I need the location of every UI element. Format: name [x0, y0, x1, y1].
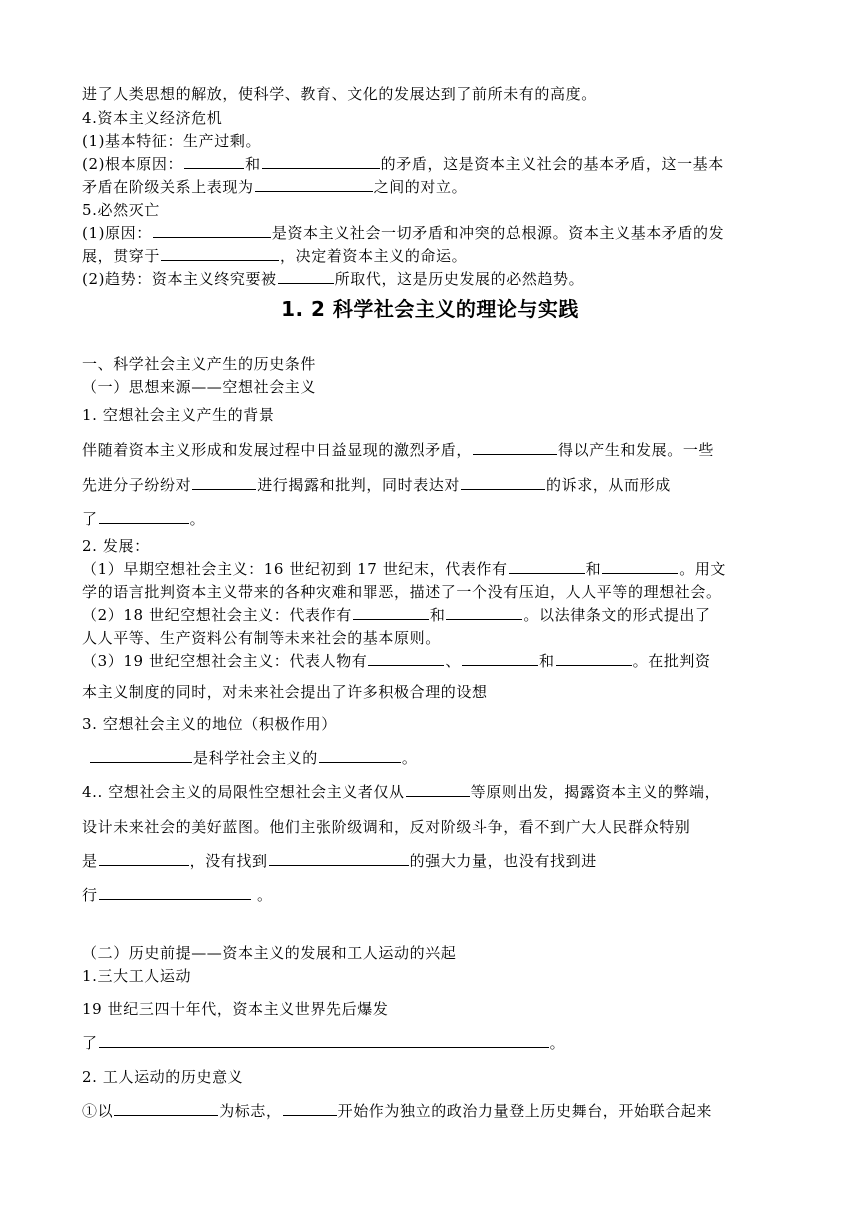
text: 和 — [539, 652, 555, 670]
blank[interactable] — [184, 154, 244, 169]
blank[interactable] — [99, 851, 189, 866]
text: 4.资本主义经济危机 — [82, 109, 223, 127]
text: 进了人类思想的解放，使科学、教育、文化的发展达到了前所未有的高度。 — [82, 85, 597, 103]
text: 本主义制度的同时，对未来社会提出了许多积极合理的设想 — [82, 683, 488, 701]
text-line — [82, 557, 782, 581]
text-line — [82, 780, 782, 804]
text-line — [82, 603, 782, 627]
blank[interactable] — [278, 269, 334, 284]
text-line — [82, 175, 782, 199]
text-line — [82, 626, 782, 650]
text: 所取代，这是历史发展的必然趋势。 — [334, 270, 585, 288]
text-line — [82, 997, 782, 1021]
blank[interactable] — [602, 559, 678, 574]
blank[interactable] — [262, 154, 380, 169]
blank[interactable] — [319, 748, 401, 763]
text-line — [82, 82, 782, 106]
text: （2）18 世纪空想社会主义：代表作有 — [82, 606, 352, 624]
text-line — [82, 221, 782, 245]
text-line — [82, 129, 782, 153]
text: (1)原因： — [82, 224, 152, 242]
blank[interactable] — [269, 851, 409, 866]
text: （1）早期空想社会主义：16 世纪初到 17 世纪末，代表作有 — [82, 560, 508, 578]
text: 的诉求，从而形成 — [546, 476, 671, 494]
text: （二）历史前提——资本主义的发展和工人运动的兴起 — [82, 944, 457, 962]
text-line — [82, 244, 782, 268]
subheading — [82, 534, 782, 558]
blank[interactable] — [255, 177, 373, 192]
text: 人人平等、生产资料公有制等未来社会的基本原则。 — [82, 629, 441, 647]
text: 行 — [82, 886, 98, 904]
subheading — [82, 375, 782, 399]
text: 的矛盾，这是资本主义社会的基本矛盾，这一基本 — [380, 155, 724, 173]
text: 进行揭露和批判，同时表达对 — [257, 476, 461, 494]
blank[interactable] — [99, 885, 251, 900]
text: 矛盾在阶级关系上表现为 — [82, 178, 254, 196]
blank[interactable] — [161, 246, 279, 261]
text: (2)趋势：资本主义终究要被 — [82, 270, 277, 288]
text: 5.必然灭亡 — [82, 201, 160, 219]
text: 是 — [82, 852, 98, 870]
text: 。 — [251, 886, 273, 904]
text: ①以 — [82, 1102, 114, 1120]
text: 了 — [82, 510, 98, 528]
text-line — [82, 649, 782, 673]
text: 之间的对立。 — [373, 178, 468, 196]
subheading — [82, 106, 782, 130]
subheading — [82, 403, 782, 427]
blank[interactable] — [462, 651, 538, 666]
text: 3. 空想社会主义的地位（积极作用） — [82, 715, 337, 733]
text: 。 — [549, 1034, 566, 1052]
blank[interactable] — [99, 509, 189, 524]
text: 先进分子纷纷对 — [82, 476, 192, 494]
text: 。用文 — [679, 560, 727, 578]
text: 、 — [445, 652, 462, 670]
text: 开始作为独立的政治力量登上历史舞台，开始联合起来 — [337, 1102, 713, 1120]
text: 2. 发展： — [82, 537, 150, 555]
text: 。 — [189, 510, 206, 528]
blank[interactable] — [90, 748, 192, 763]
blank[interactable] — [192, 475, 256, 490]
text: 1. 空想社会主义产生的背景 — [82, 406, 275, 424]
text: （一）思想来源——空想社会主义 — [82, 378, 317, 396]
text-line — [82, 680, 782, 704]
subheading — [82, 941, 782, 965]
text: 为标志， — [219, 1102, 282, 1120]
text: (1)基本特征：生产过剩。 — [82, 132, 262, 150]
text: 得以产生和发展。一些 — [558, 441, 715, 459]
blank[interactable] — [283, 1101, 337, 1116]
text: 伴随着资本主义形成和发展过程中日益显现的激烈矛盾， — [82, 441, 473, 459]
blank[interactable] — [556, 651, 632, 666]
heading — [82, 352, 782, 376]
blank[interactable] — [446, 605, 522, 620]
text: 了 — [82, 1034, 98, 1052]
blank[interactable] — [114, 1101, 218, 1116]
blank[interactable] — [368, 651, 444, 666]
text-line — [82, 1031, 782, 1055]
text: ，决定着资本主义的命运。 — [280, 247, 468, 265]
text: 19 世纪三四十年代，资本主义世界先后爆发 — [82, 1000, 389, 1018]
text-line — [82, 1099, 782, 1123]
text-line — [82, 746, 782, 770]
text: 展，贯穿于 — [82, 247, 161, 265]
subheading — [82, 712, 782, 736]
text-line — [82, 152, 782, 176]
blank[interactable] — [353, 605, 429, 620]
text: 和 — [585, 560, 602, 578]
text: 2. 工人运动的历史意义 — [82, 1068, 244, 1086]
text: 的强大力量，也没有找到进 — [409, 852, 597, 870]
text: 等原则出发，揭露资本主义的弊端， — [470, 783, 721, 801]
text-line — [82, 267, 782, 291]
text: 。在批判资 — [632, 652, 711, 670]
text-line — [82, 849, 782, 873]
text: 和 — [245, 155, 261, 173]
text: （3）19 世纪空想社会主义：代表人物有 — [82, 652, 368, 670]
text-line — [82, 507, 782, 531]
blank[interactable] — [509, 559, 585, 574]
text: (2)根本原因： — [82, 155, 184, 173]
section-title: 1. 2 科学社会主义的理论与实践 — [281, 297, 579, 321]
text-line — [82, 883, 782, 907]
subheading — [82, 1065, 782, 1089]
text-line — [82, 473, 782, 497]
text: 是资本主义社会一切矛盾和冲突的总根源。资本主义基本矛盾的发 — [271, 224, 725, 242]
text: 4.. 空想社会主义的局限性空想社会主义者仅从 — [82, 783, 405, 801]
blank[interactable] — [153, 223, 271, 238]
text: 学的语言批判资本主义带来的各种灾难和罪恶，描述了一个没有压迫，人人平等的理想社会。 — [82, 583, 722, 601]
text: 是科学社会主义的 — [193, 749, 318, 767]
text: ，没有找到 — [189, 852, 268, 870]
text: 。以法律条文的形式提出了 — [523, 606, 711, 624]
blank[interactable] — [473, 440, 557, 455]
text: 。 — [401, 749, 418, 767]
text-line — [82, 580, 782, 604]
text: 一、科学社会主义产生的历史条件 — [82, 355, 317, 373]
subheading — [82, 198, 782, 222]
subheading — [82, 964, 782, 988]
text: 设计未来社会的美好蓝图。他们主张阶级调和，反对阶级斗争，看不到广大人民群众特别 — [82, 818, 691, 836]
text: 和 — [429, 606, 446, 624]
blank[interactable] — [406, 782, 470, 797]
text-line — [82, 815, 782, 839]
blank[interactable] — [461, 475, 545, 490]
text-line — [82, 438, 782, 462]
text: 1.三大工人运动 — [82, 967, 192, 985]
blank[interactable] — [99, 1033, 549, 1048]
